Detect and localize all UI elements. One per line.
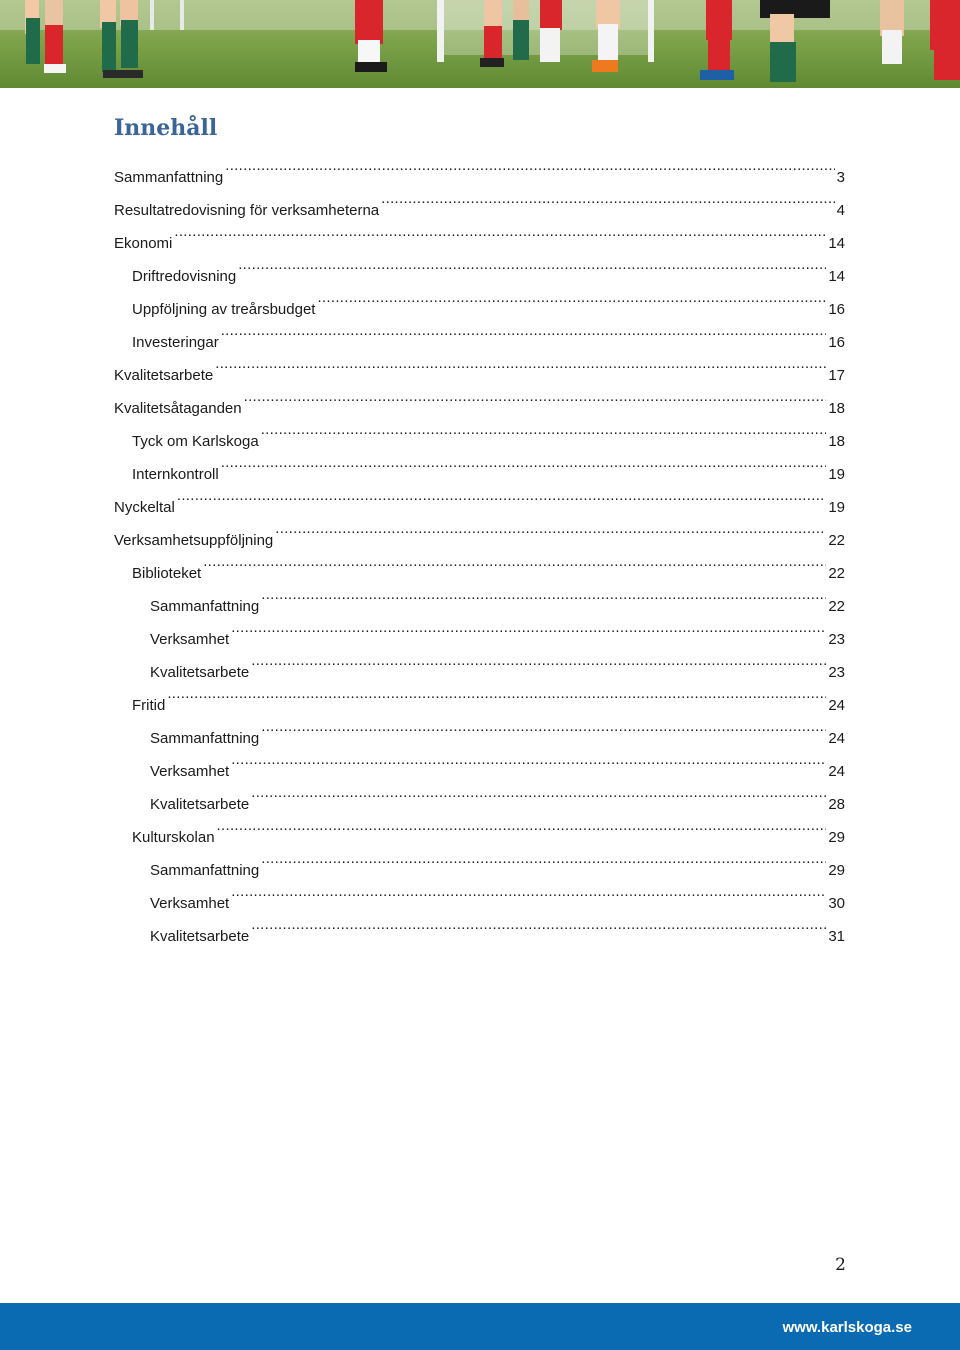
toc-entry-title: Sammanfattning [114, 169, 224, 186]
toc-entry-title: Kvalitetsarbete [150, 796, 250, 813]
toc-entry[interactable] [114, 314, 845, 351]
toc-entry-title: Sammanfattning [150, 862, 260, 879]
toc-entry-page: 19 [828, 466, 845, 483]
toc-entry-title: Tyck om Karlskoga [132, 433, 259, 450]
toc-dot-leader [275, 512, 826, 545]
toc-entry-page: 3 [836, 169, 845, 186]
toc-dot-leader [221, 314, 827, 347]
toc-entry-title: Driftredovisning [132, 268, 237, 285]
toc-entry-page: 14 [828, 268, 845, 285]
toc-entry-page: 31 [828, 928, 845, 945]
header-photo [0, 0, 960, 88]
toc-entry[interactable] [114, 677, 845, 714]
toc-entry-title: Kvalitetsarbete [114, 367, 214, 384]
toc-entry-title: Kvalitetsarbete [150, 928, 250, 945]
toc-dot-leader [215, 347, 826, 380]
toc-entry[interactable] [114, 842, 845, 879]
footer-band [0, 1303, 960, 1350]
toc-entry-title: Kvalitetsarbete [150, 664, 250, 681]
toc-dot-leader [231, 611, 826, 644]
footer-url-link[interactable]: www.karlskoga.se [782, 1319, 912, 1336]
toc-entry[interactable] [114, 545, 845, 582]
toc-dot-leader [251, 644, 826, 677]
toc-entry-page: 24 [828, 697, 845, 714]
table-of-contents [114, 113, 845, 945]
toc-entry-page: 28 [828, 796, 845, 813]
toc-entry[interactable] [114, 578, 845, 615]
toc-entry-page: 18 [828, 433, 845, 450]
toc-entry[interactable] [114, 248, 845, 285]
toc-entry[interactable] [114, 809, 845, 846]
toc-entry-page: 29 [828, 862, 845, 879]
toc-dot-leader [317, 281, 826, 314]
toc-entry-page: 24 [828, 730, 845, 747]
toc-entry-page: 23 [828, 631, 845, 648]
toc-dot-leader [238, 248, 826, 281]
toc-dot-leader [225, 149, 834, 182]
toc-entry-title: Uppföljning av treårsbudget [132, 301, 316, 318]
toc-entry-title: Ekonomi [114, 235, 173, 252]
toc-entry-page: 18 [828, 400, 845, 417]
toc-dot-leader [381, 182, 835, 215]
toc-entry[interactable] [114, 710, 845, 747]
toc-entry-page: 4 [836, 202, 845, 219]
toc-dot-leader [251, 776, 826, 809]
toc-entry-page: 14 [828, 235, 845, 252]
toc-entry-page: 22 [828, 532, 845, 549]
toc-heading: Innehåll [114, 115, 218, 141]
toc-entry-title: Sammanfattning [150, 598, 260, 615]
toc-dot-leader [244, 380, 827, 413]
toc-entry-page: 22 [828, 565, 845, 582]
toc-entry[interactable] [114, 149, 845, 186]
toc-dot-leader [177, 479, 826, 512]
toc-entry[interactable] [114, 380, 845, 417]
toc-entry-title: Resultatredovisning för verksamheterna [114, 202, 380, 219]
toc-entry-page: 30 [828, 895, 845, 912]
toc-dot-leader [261, 413, 827, 446]
toc-dot-leader [231, 743, 826, 776]
toc-dot-leader [261, 710, 826, 743]
toc-dot-leader [231, 875, 826, 908]
toc-dot-leader [221, 446, 827, 479]
toc-dot-leader [167, 677, 826, 710]
toc-entry-page: 19 [828, 499, 845, 516]
toc-dot-leader [217, 809, 827, 842]
toc-entry-title: Investeringar [132, 334, 219, 351]
toc-entry-page: 17 [828, 367, 845, 384]
toc-entry-page: 16 [828, 301, 845, 318]
toc-entry-title: Internkontroll [132, 466, 219, 483]
toc-entry[interactable] [114, 182, 845, 219]
toc-entry-title: Verksamhet [150, 763, 230, 780]
toc-entry-title: Kvalitetsåtaganden [114, 400, 242, 417]
toc-entry-title: Sammanfattning [150, 730, 260, 747]
toc-entry[interactable] [114, 512, 845, 549]
toc-entry-title: Fritid [132, 697, 166, 714]
toc-entry-title: Biblioteket [132, 565, 202, 582]
toc-dot-leader [261, 578, 826, 611]
toc-dot-leader [174, 215, 826, 248]
toc-entry[interactable] [114, 347, 845, 384]
toc-entry[interactable] [114, 446, 845, 483]
toc-entry-page: 29 [828, 829, 845, 846]
toc-entry-page: 23 [828, 664, 845, 681]
toc-dot-leader [203, 545, 826, 578]
football-match-photo-icon [0, 0, 960, 88]
toc-list [114, 149, 845, 945]
toc-entry-page: 16 [828, 334, 845, 351]
toc-entry-page: 24 [828, 763, 845, 780]
toc-entry-title: Verksamhet [150, 895, 230, 912]
toc-entry[interactable] [114, 479, 845, 516]
page-number: 2 [835, 1255, 846, 1275]
toc-entry-title: Verksamhet [150, 631, 230, 648]
toc-entry-title: Nyckeltal [114, 499, 175, 516]
toc-entry-title: Verksamhetsuppföljning [114, 532, 274, 549]
toc-dot-leader [251, 908, 826, 941]
toc-entry-page: 22 [828, 598, 845, 615]
toc-dot-leader [261, 842, 826, 875]
toc-entry[interactable] [114, 215, 845, 252]
toc-entry-title: Kulturskolan [132, 829, 215, 846]
